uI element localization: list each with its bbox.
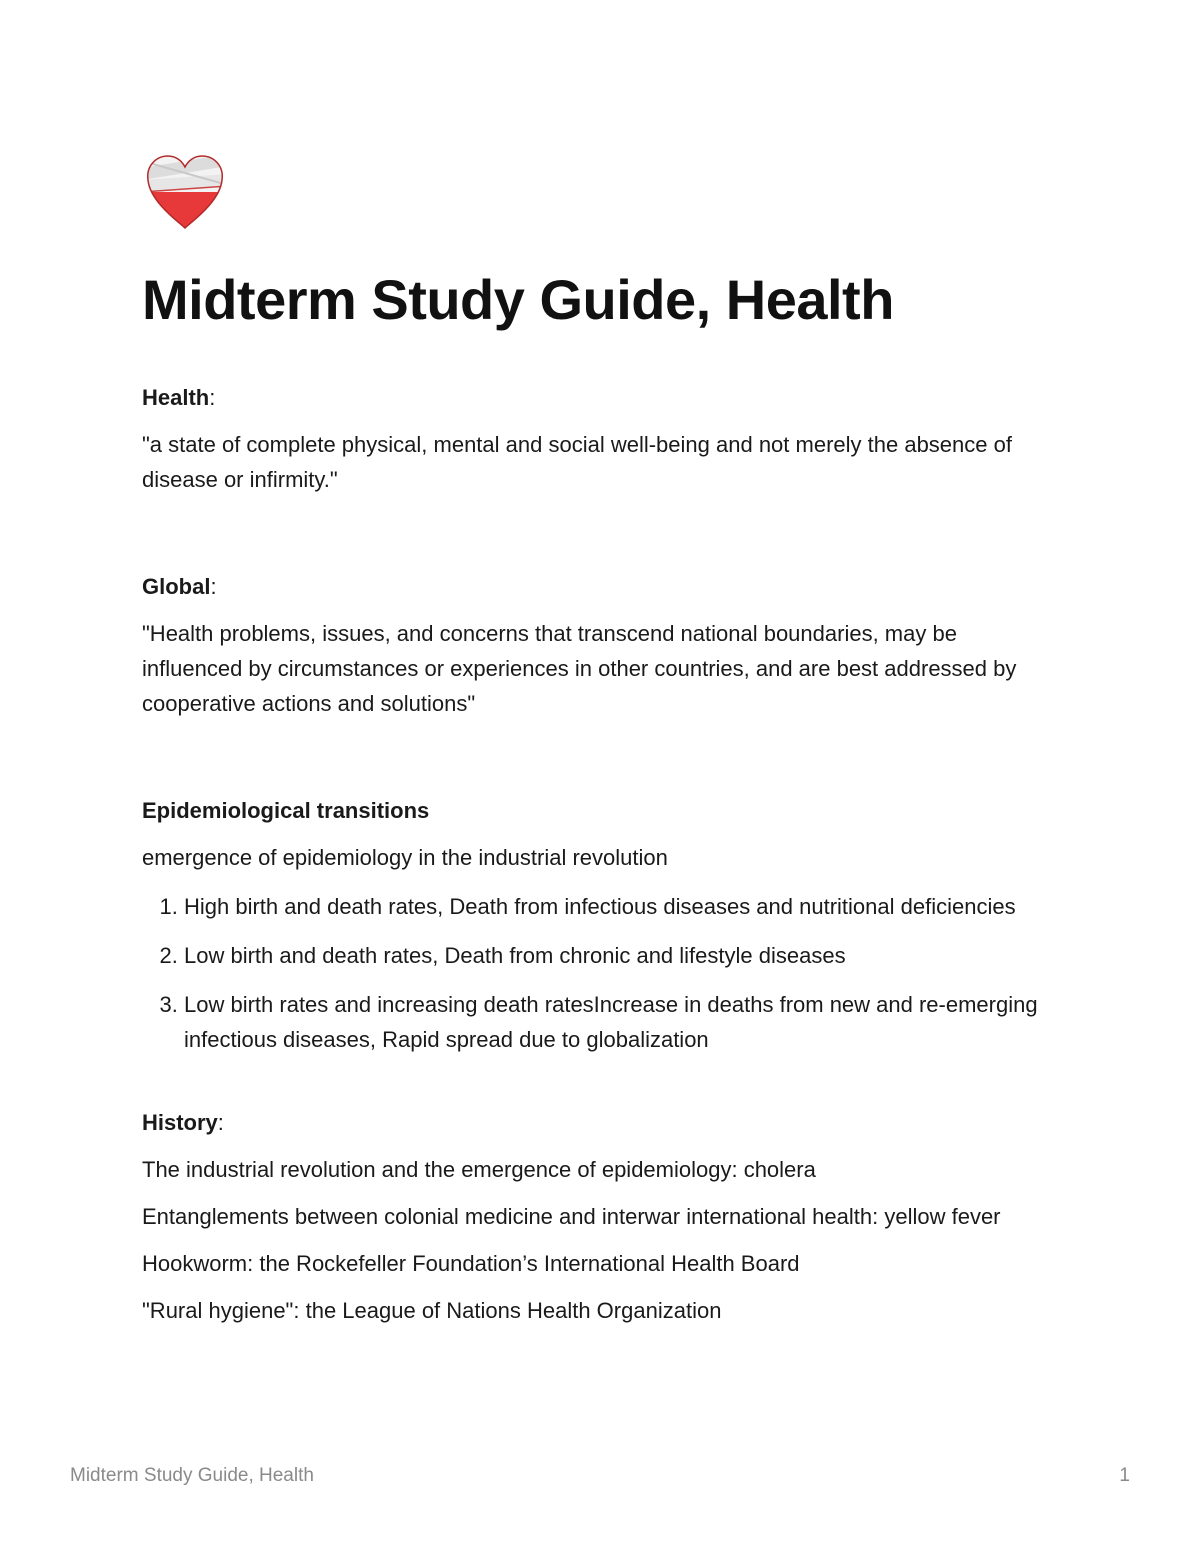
document-title: Midterm Study Guide, Health [142, 268, 894, 331]
health-definition: "a state of complete physical, mental and social well-being and not merely the absence of disease or infirmity." [142, 432, 1012, 493]
mending-heart-icon [142, 150, 228, 236]
document-content [142, 150, 1062, 1328]
epidemiological-heading: Epidemiological transitions [142, 798, 430, 824]
list-item: 2. Low birth and death rates, Death from chronic and lifestyle diseases [184, 938, 1062, 973]
history-line: The industrial revolution and the emergence of epidemiology: cholera [142, 1157, 816, 1183]
epidemiological-list [142, 889, 1062, 1057]
history-line: Entanglements between colonial medicine and interwar international health: yellow fever [142, 1204, 1001, 1230]
global-label: Global [142, 574, 211, 600]
global-heading [142, 569, 1062, 604]
health-heading [142, 380, 1062, 415]
history-line: "Rural hygiene": the League of Nations Health Organization [142, 1298, 722, 1324]
history-heading [142, 1105, 1062, 1140]
history-line: Hookworm: the Rockefeller Foundation’s International Health Board [142, 1251, 800, 1277]
list-item: 3. Low birth rates and increasing death ratesIncrease in deaths from new and re-emerging infectious diseases, Rapid spread due to globalization [184, 987, 1062, 1057]
global-suffix: : [210, 574, 217, 600]
history-suffix: : [217, 1110, 224, 1136]
history-label: History [142, 1110, 218, 1136]
page-number: 1 [1119, 1465, 1130, 1486]
global-definition: "Health problems, issues, and concerns that transcend national boundaries, may be influenced by circumstances or experiences in other countries, and are best addressed by cooperative actions and solutions" [142, 621, 1017, 717]
epidemiological-intro: emergence of epidemiology in the industrial revolution [142, 845, 668, 871]
health-label: Health [142, 385, 210, 411]
list-item: 1. High birth and death rates, Death from infectious diseases and nutritional deficiencies [184, 889, 1062, 924]
footer-title: Midterm Study Guide, Health [70, 1465, 314, 1486]
health-suffix: : [209, 385, 216, 411]
